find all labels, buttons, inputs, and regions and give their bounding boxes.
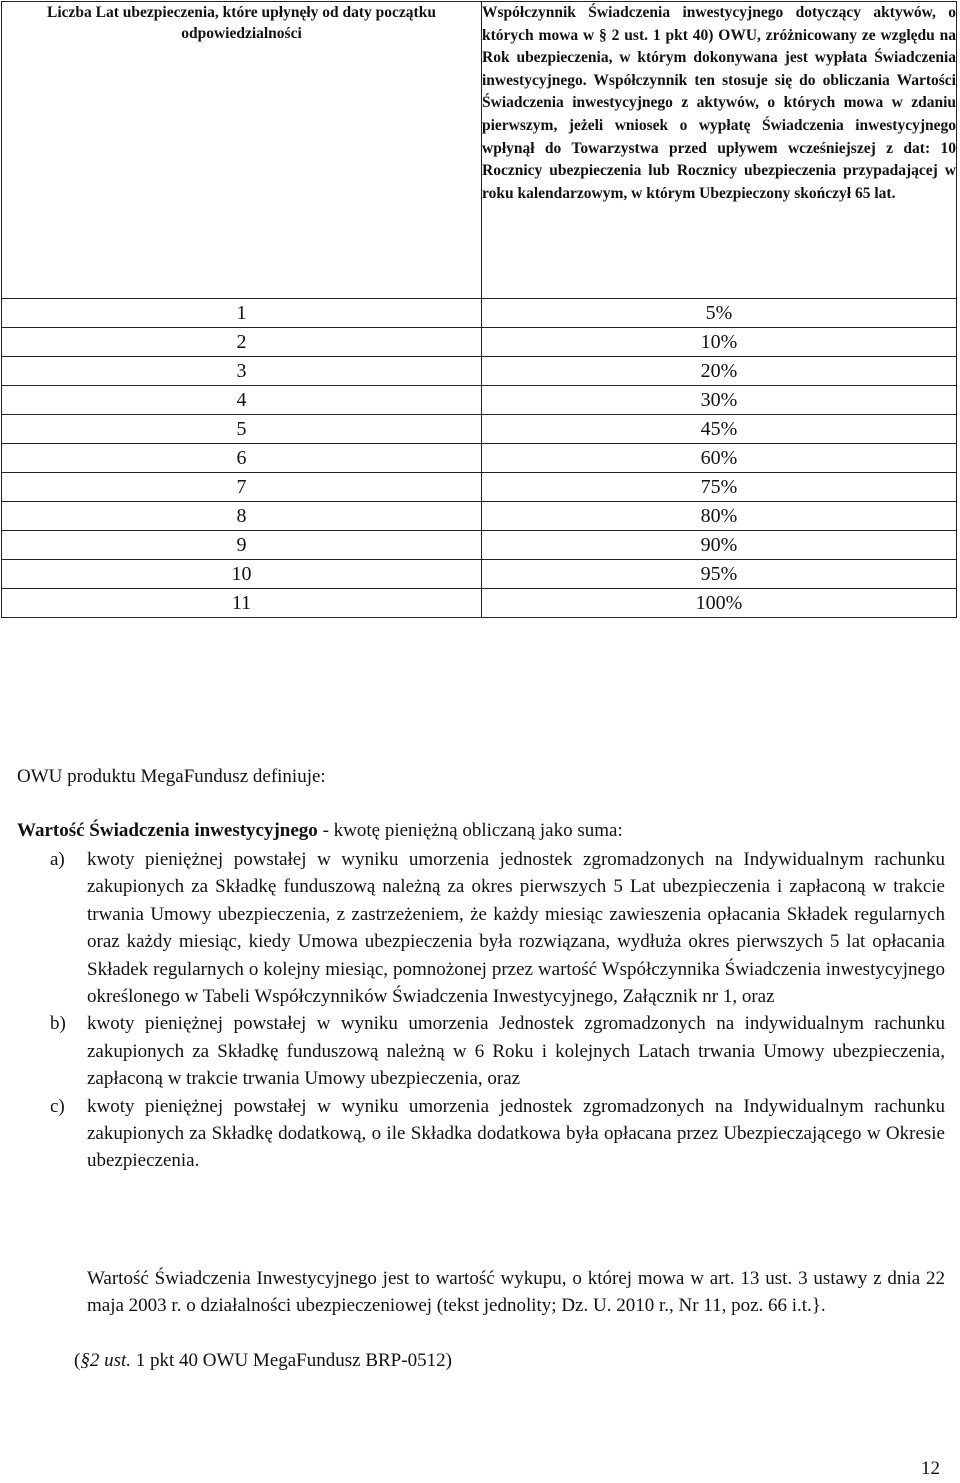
coefficient-cell: 90% <box>482 531 957 560</box>
years-cell: 10 <box>2 560 482 589</box>
years-cell: 5 <box>2 415 482 444</box>
table-row <box>2 328 957 357</box>
header-years: Liczba Lat ubezpieczenia, które upłynęły od daty początku odpowiedzialności <box>2 2 482 299</box>
coefficient-cell: 80% <box>482 502 957 531</box>
table-row <box>2 473 957 502</box>
coefficient-cell: 30% <box>482 386 957 415</box>
coefficient-cell: 100% <box>482 589 957 618</box>
table-row <box>2 357 957 386</box>
years-cell: 7 <box>2 473 482 502</box>
definition-rest: - kwotę pieniężną obliczaną jako suma: <box>317 820 623 841</box>
list-item <box>0 846 945 1010</box>
table-row <box>2 386 957 415</box>
citation <box>74 1350 452 1372</box>
years-cell: 8 <box>2 502 482 531</box>
list-marker: b) <box>50 1013 66 1035</box>
coefficient-cell: 60% <box>482 444 957 473</box>
definition-term: Wartość Świadczenia inwestycyjnego <box>17 820 318 841</box>
list-marker: a) <box>50 849 65 870</box>
table-row <box>2 415 957 444</box>
years-cell: 2 <box>2 328 482 357</box>
coefficient-cell: 20% <box>482 357 957 386</box>
years-cell: 4 <box>2 386 482 415</box>
citation-rest: 1 pkt 40 OWU MegaFundusz BRP-0512) <box>131 1350 452 1371</box>
coefficient-cell: 95% <box>482 560 957 589</box>
table-row <box>2 589 957 618</box>
years-cell: 9 <box>2 531 482 560</box>
coefficient-cell: 45% <box>482 415 957 444</box>
coefficient-cell: 5% <box>482 299 957 328</box>
table-row <box>2 531 957 560</box>
table-row <box>2 560 957 589</box>
closing-paragraph: Wartość Świadczenia Inwestycyjnego jest to wartość wykupu, o której mowa w art. 13 ust. 3 ustawy z dnia 22 maja 2003 r. o działalności ubezpieczeniowej (tekst jednolity; Dz. U. 2010 r., Nr 11, poz. 66 i.t.}. <box>87 1268 945 1317</box>
coefficient-cell: 75% <box>482 473 957 502</box>
list-item-text: kwoty pieniężnej powstałej w wyniku umorzenia Jednostek zgromadzonych na indywidualnym rachunku zakupionych za Składkę funduszową należną w 6 Roku i kolejnych Latach trwania Umowy ubezpieczenia, zapłaconą w trakcie trwania Umowy ubezpieczenia, oraz <box>87 1013 945 1090</box>
header-coefficient: Współczynnik Świadczenia inwestycyjnego dotyczący aktywów, o których mowa w § 2 ust. 1 pkt 40) OWU, zróżnicowany ze względu na Rok ubezpieczenia, w którym dokonywana jest wypłata Świadczenia inwestycyjnego. Współczynnik ten stosuje się do obliczania Wartości Świadczenia inwestycyjnego z aktywów, o których mowa w zdaniu pierwszym, jeżeli wniosek o wypłatę Świadczenia inwestycyjnego wpłynął do Towarzystwa przed upływem wcześniejszej z dat: 10 Rocznicy ubezpieczenia lub Rocznicy ubezpieczenia przypadającej w roku kalendarzowym, w którym Ubezpieczony skończył 65 lat. <box>482 2 957 299</box>
definition-heading <box>17 820 623 842</box>
table-header-row <box>2 2 957 299</box>
list-item-text: kwoty pieniężnej powstałej w wyniku umorzenia jednostek zgromadzonych na Indywidualnym rachunku zakupionych za Składkę dodatkową, o ile Składka dodatkowa była opłacana przez Ubezpieczającego w Okresie ubezpieczenia. <box>87 1095 945 1172</box>
years-cell: 3 <box>2 357 482 386</box>
table-row <box>2 299 957 328</box>
list-item-text: kwoty pieniężnej powstałej w wyniku umorzenia jednostek zgromadzonych na Indywidualnym rachunku zakupionych za Składkę funduszową należną za okres pierwszych 5 Lat ubezpieczenia i zapłaconą w trakcie trwania Umowy ubezpieczenia, z zastrzeżeniem, że każdy miesiąc zawieszenia opłacania Składek regularnych oraz każdy miesiąc, kiedy Umowa ubezpieczenia była rozwiązana, wydłuża okres pierwszych 5 lat opłacania Składek regularnych o kolejny miesiąc, pomnożonej przez wartość Współczynnika Świadczenia inwestycyjnego określonego w Tabeli Współczynników Świadczenia Inwestycyjnego, Załącznik nr 1, oraz <box>87 849 945 1008</box>
coefficient-table <box>1 1 957 618</box>
citation-italic: §2 ust. <box>80 1350 132 1371</box>
table-row <box>2 502 957 531</box>
coefficient-cell: 10% <box>482 328 957 357</box>
intro-text: OWU produktu MegaFundusz definiuje: <box>17 766 326 787</box>
page-number: 12 <box>921 1458 940 1479</box>
years-cell: 1 <box>2 299 482 328</box>
years-cell: 11 <box>2 589 482 618</box>
list-item <box>0 1010 945 1092</box>
list-marker: c) <box>50 1095 65 1117</box>
list-item <box>0 1093 945 1175</box>
years-cell: 6 <box>2 444 482 473</box>
citation-open: ( <box>74 1350 81 1371</box>
table-row <box>2 444 957 473</box>
definition-list <box>0 846 945 1175</box>
